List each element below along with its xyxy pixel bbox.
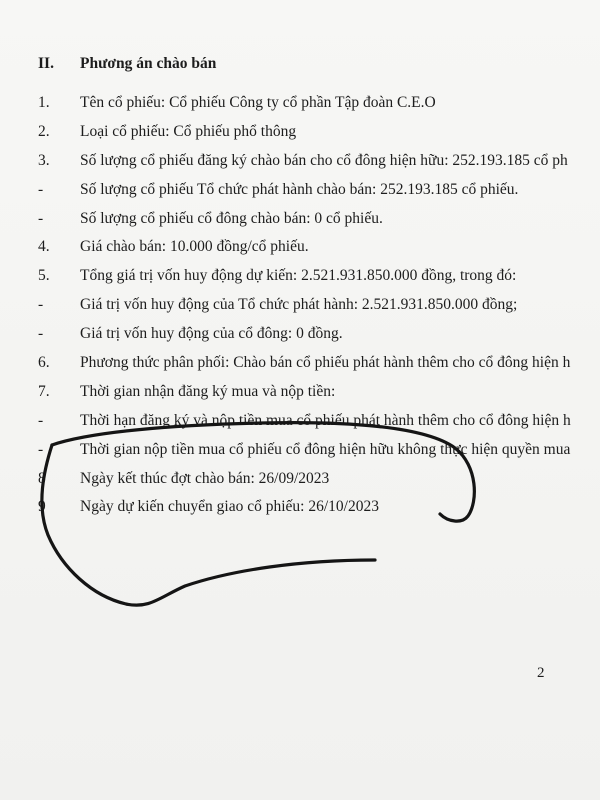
- list-item-text: Giá trị vốn huy động của cổ đông: 0 đồng.: [80, 325, 343, 343]
- list-item-shareholder-quantity: [38, 209, 571, 238]
- list-marker: -: [38, 440, 44, 458]
- list-item-issuer-quantity: [38, 180, 571, 209]
- list-item-total-capital: [38, 266, 571, 295]
- list-marker: 7.: [38, 382, 50, 400]
- list-marker: 5.: [38, 267, 50, 285]
- list-item-text: Giá trị vốn huy động của Tổ chức phát hành: 2.521.931.850.000 đồng;: [80, 296, 518, 314]
- list-item-text: Số lượng cổ phiếu Tổ chức phát hành chào bán: 252.193.185 cổ phiếu.: [80, 180, 519, 198]
- list-marker: -: [38, 209, 44, 227]
- list-marker: -: [38, 180, 44, 198]
- list-item-text: Số lượng cổ phiếu đăng ký chào bán cho cổ đông hiện hữu: 252.193.185 cổ ph: [80, 151, 568, 169]
- list-marker: 4.: [38, 238, 50, 256]
- list-item-text: Giá chào bán: 10.000 đồng/cổ phiếu.: [80, 238, 309, 256]
- list-item-text: Tên cổ phiếu: Cổ phiếu Công ty cổ phần Tập đoàn C.E.O: [80, 94, 436, 111]
- list-item-distribution-method: [38, 353, 571, 382]
- list-item-registration-time: [38, 382, 571, 411]
- list-item-registered-quantity: [38, 151, 571, 180]
- offering-plan-list: [38, 93, 571, 526]
- page-number: 2: [537, 665, 545, 681]
- list-item-stock-name: [38, 93, 571, 122]
- section-title: Phương án chào bán: [80, 55, 217, 72]
- list-marker: 6.: [38, 354, 50, 372]
- section-number: II.: [38, 55, 54, 72]
- list-marker: -: [38, 325, 44, 343]
- section-heading: [38, 55, 216, 73]
- list-marker: 2.: [38, 122, 50, 140]
- list-item-text: Thời hạn đăng ký và nộp tiền mua cổ phiếu phát hành thêm cho cổ đông hiện h: [80, 411, 571, 429]
- list-marker: 9: [38, 498, 46, 516]
- list-item-transfer-date: [38, 497, 571, 526]
- list-item-text: Tổng giá trị vốn huy động dự kiến: 2.521.931.850.000 đồng, trong đó:: [80, 267, 517, 285]
- list-item-shareholder-capital: [38, 324, 571, 353]
- list-item-text: Số lượng cổ phiếu cổ đông chào bán: 0 cổ phiếu.: [80, 209, 383, 227]
- list-item-payment-time: [38, 440, 571, 469]
- list-marker: -: [38, 296, 44, 314]
- list-item-text: Phương thức phân phối: Chào bán cổ phiếu phát hành thêm cho cổ đông hiện h: [80, 354, 571, 372]
- list-item-offer-price: [38, 237, 571, 266]
- list-item-stock-type: [38, 122, 571, 151]
- list-item-registration-deadline: [38, 411, 571, 440]
- list-marker: 8: [38, 469, 46, 487]
- list-marker: 1.: [38, 94, 50, 111]
- list-item-text: Thời gian nộp tiền mua cổ phiếu cổ đông hiện hữu không thực hiện quyền mua: [80, 440, 571, 458]
- list-marker: 3.: [38, 151, 50, 169]
- list-item-text: Ngày kết thúc đợt chào bán: 26/09/2023: [80, 469, 330, 487]
- list-item-issuer-capital: [38, 295, 571, 324]
- list-item-text: Loại cổ phiếu: Cổ phiếu phổ thông: [80, 122, 297, 140]
- list-item-offer-end-date: [38, 469, 571, 498]
- list-item-text: Ngày dự kiến chuyển giao cổ phiếu: 26/10/2023: [80, 498, 379, 516]
- list-item-text: Thời gian nhận đăng ký mua và nộp tiền:: [80, 382, 336, 400]
- list-marker: -: [38, 411, 44, 429]
